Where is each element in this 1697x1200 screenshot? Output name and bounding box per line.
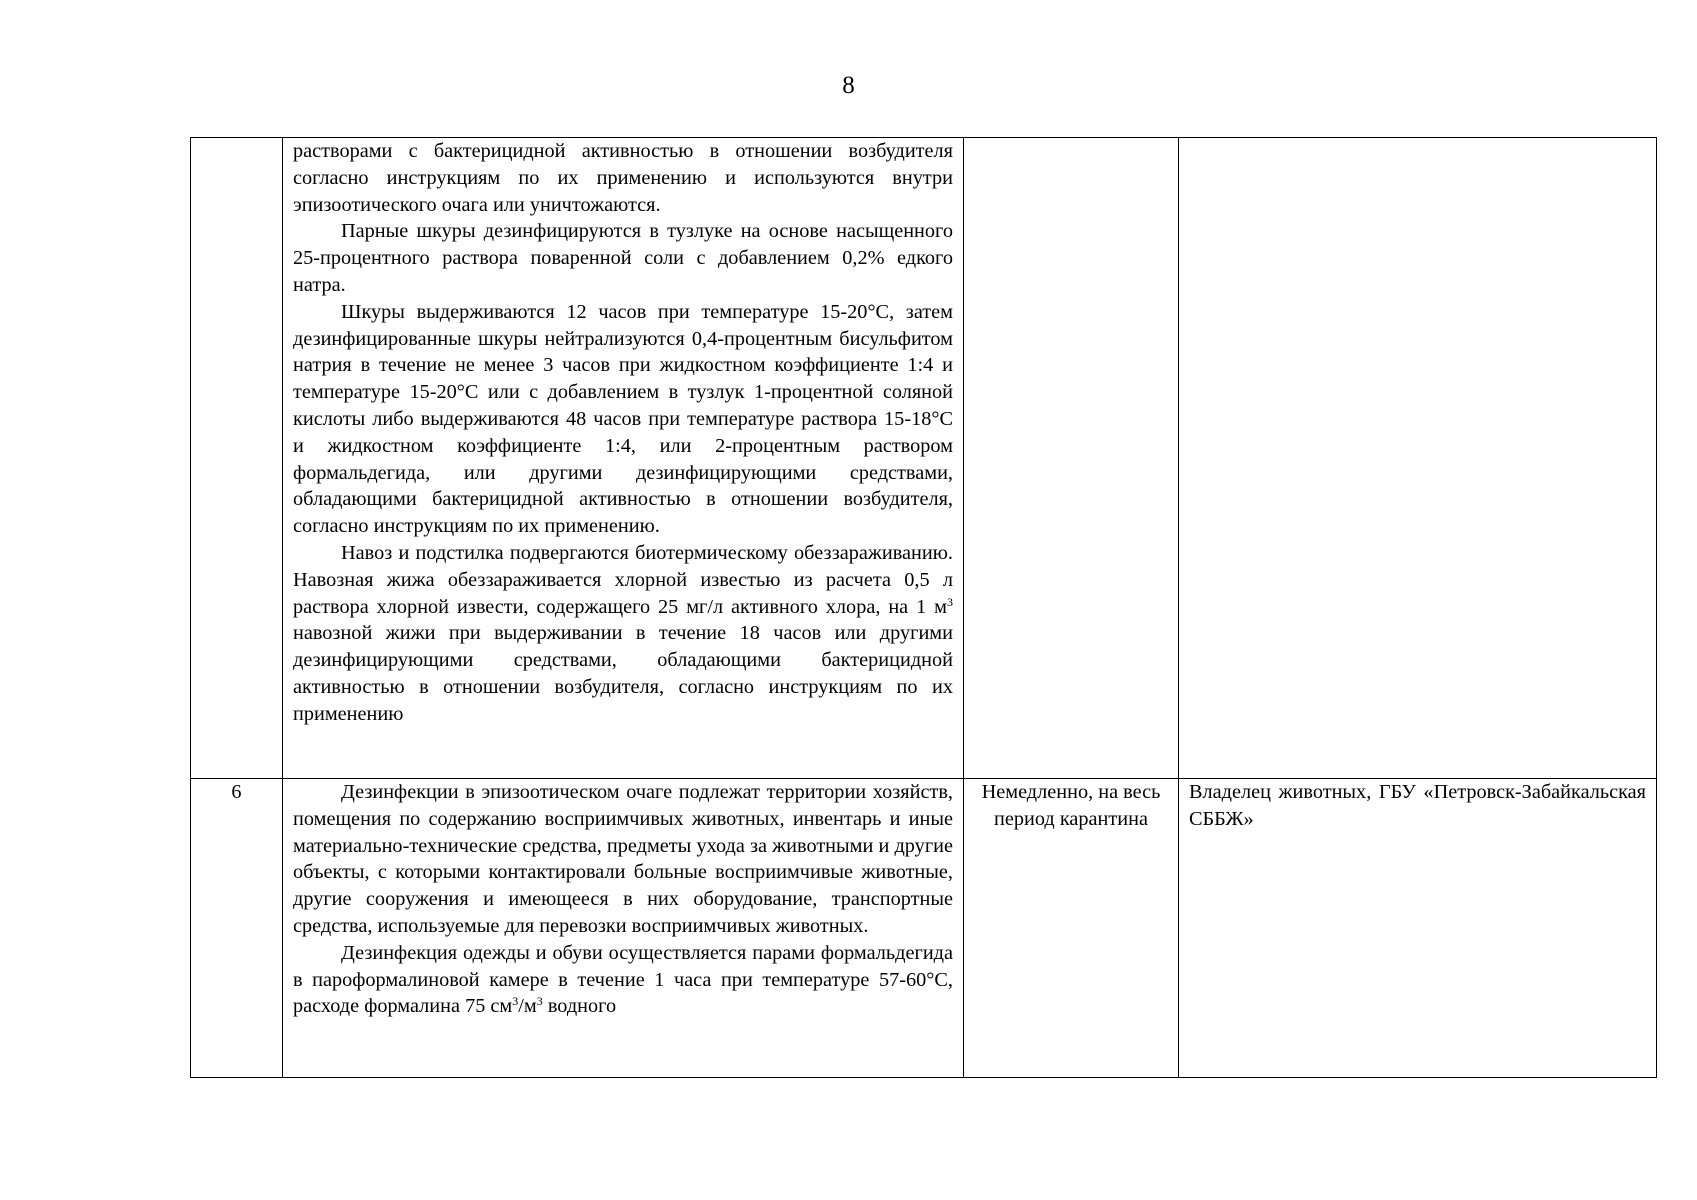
measure-paragraph (293, 940, 953, 1020)
page-number: 8 (842, 72, 855, 99)
paragraph-text: навозной жижи при выдерживании в течение 18 часов или другими дезинфицирующими средствами, обладающими бактерицидной активностью в отношении возбудителя, согласно инструкциям по их применению (293, 622, 953, 725)
term-cell: Немедленно, на весь период карантина (964, 779, 1179, 1078)
measure-paragraph: Шкуры выдерживаются 12 часов при температуре 15-20°С, затем дезинфицированные шкуры нейтрализуются 0,4-процентным бисульфитом натрия в течение не менее 3 часов при жидкостном коэффициенте 1:4 и температуре 15-20°С или с добавлением в тузлук 1-процентной соляной кислоты либо выдерживаются 48 часов при температуре раствора 15-18°С и жидкостном коэффициенте 1:4, или 2-процентным раствором формальдегида, или другими дезинфицирующими средствами, обладающими бактерицидной активностью в отношении возбудителя, согласно инструкциям по их применению. (293, 300, 953, 538)
measure-paragraph: Дезинфекции в эпизоотическом очаге подлежат территории хозяйств, помещения по содержанию восприимчивых животных, инвентарь и иные материально-технические средства, предметы ухода за животными и другие объекты, с которыми контактировали больные восприимчивые животные, другие сооружения и имеющееся в них оборудование, транспортные средства, используемые для перевозки восприимчивых животных. (293, 781, 953, 937)
measure-cell (283, 779, 964, 1078)
table-row-continued (191, 138, 1657, 779)
measure-paragraph: Парные шкуры дезинфицируются в тузлуке на основе насыщенного 25-процентного раствора поваренной соли с добавлением 0,2% едкого натра. (293, 220, 953, 296)
table-row-6 (191, 779, 1657, 1078)
row-number-cell (191, 138, 283, 779)
measures-table (190, 137, 1657, 1078)
superscript: 3 (947, 594, 953, 609)
measure-cell (283, 138, 964, 779)
superscript: 3 (536, 994, 543, 1009)
term-cell (964, 138, 1179, 779)
measure-paragraph: растворами с бактерицидной активностью в отношении возбудителя согласно инструкциям по их применению и используются внутри эпизоотического очага или уничтожаются. (293, 140, 953, 216)
responsible-cell (1179, 138, 1657, 779)
superscript: 3 (512, 994, 519, 1009)
paragraph-text: Навоз и подстилка подвергаются биотермическому обеззараживанию. Навозная жижа обеззараживается хлорной известью из расчета 0,5 л раствора хлорной извести, содержащего 25 мг/л активного хлора, на 1 м (293, 541, 953, 618)
paragraph-text: Дезинфекция одежды и обуви осуществляется парами формальдегида в пароформалиновой камере в течение 1 часа при температуре 57-60°С, расходе формалина 75 см (293, 941, 953, 1018)
responsible-cell: Владелец животных, ГБУ «Петровск-Забайкальская СББЖ» (1179, 779, 1657, 1078)
paragraph-text: водного (542, 995, 617, 1018)
measure-paragraph (293, 540, 953, 728)
paragraph-text: /м (518, 995, 537, 1018)
row-number-cell: 6 (191, 779, 283, 1078)
